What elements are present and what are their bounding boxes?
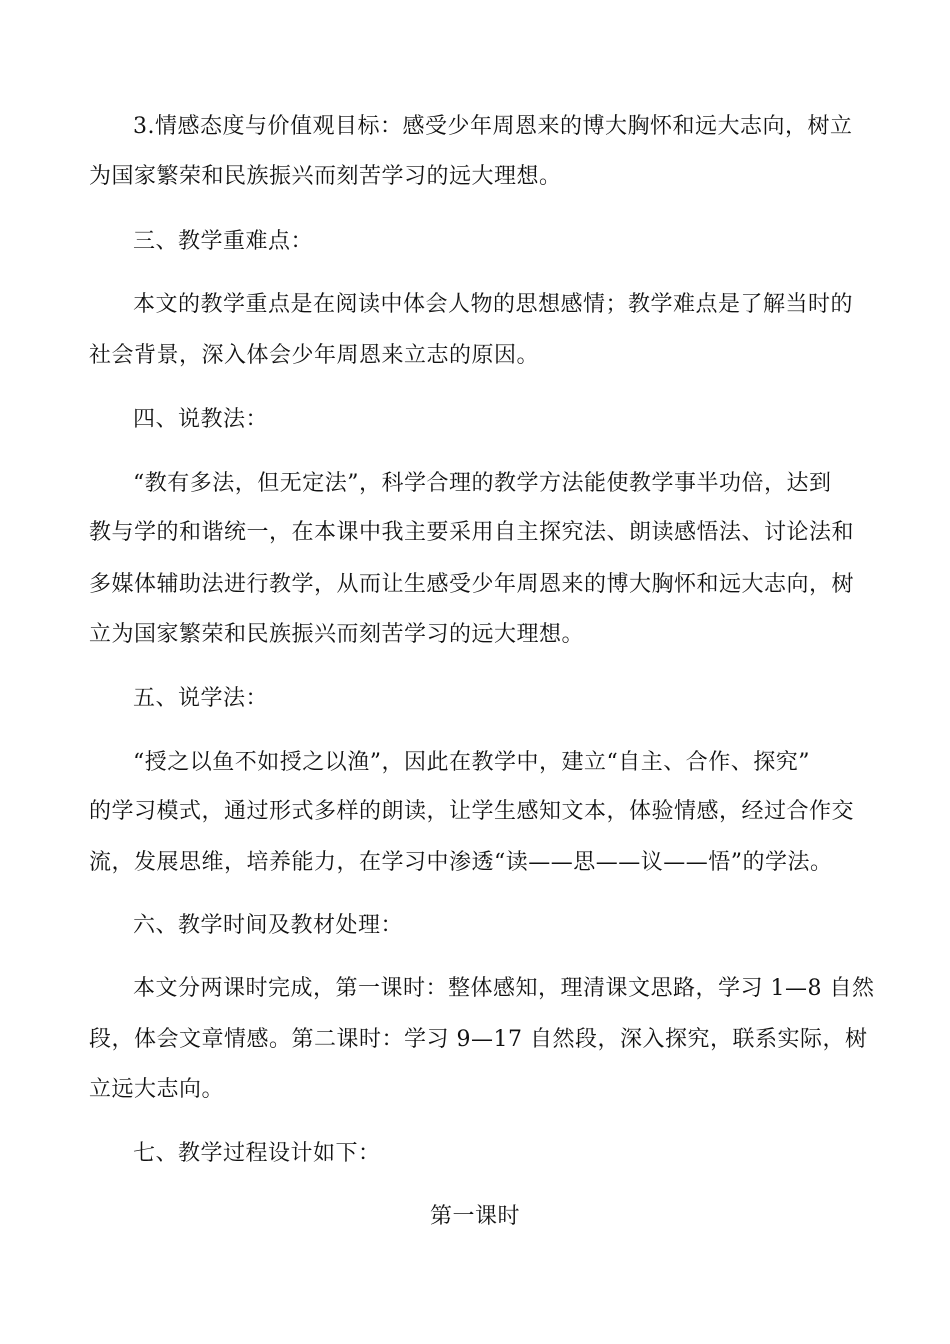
paragraph-4-line-4: 立为国家繁荣和民族振兴而刻苦学习的远大理想。 — [89, 622, 585, 647]
section-heading-7: 七、教学过程设计如下： — [133, 1141, 381, 1166]
lesson-one-title: 第一课时 — [429, 1204, 520, 1229]
paragraph-5-line-3: 流，发展思维，培养能力，在学习中渗透“读——思——议——悟”的学法。 — [89, 850, 833, 875]
paragraph-3-line-1: 本文的教学重点是在阅读中体会人物的思想感情；教学难点是了解当时的 — [133, 292, 854, 317]
paragraph-5-line-2: 的学习模式，通过形式多样的朗读，让学生感知文本，体验情感，经过合作交 — [89, 799, 855, 824]
section-heading-5: 五、说学法： — [133, 686, 269, 711]
section-heading-6: 六、教学时间及教材处理： — [133, 913, 404, 938]
paragraph-4-line-1: “教有多法，但无定法”，科学合理的教学方法能使教学事半功倍，达到 — [133, 471, 832, 496]
section-heading-4: 四、说教法： — [133, 407, 269, 432]
paragraph-5-line-1: “授之以鱼不如授之以渔”，因此在教学中，建立“自主、合作、探究” — [133, 750, 810, 775]
paragraph-6-line-1: 本文分两课时完成，第一课时：整体感知，理清课文思路，学习 1—8 自然 — [133, 976, 875, 1001]
goal3-line-2: 为国家繁荣和民族振兴而刻苦学习的远大理想。 — [89, 164, 562, 189]
goal3-line-1: 3.情感态度与价值观目标：感受少年周恩来的博大胸怀和远大志向，树立 — [133, 114, 853, 139]
paragraph-4-line-3: 多媒体辅助法进行教学，从而让生感受少年周恩来的博大胸怀和远大志向，树 — [89, 572, 855, 597]
paragraph-3-line-2: 社会背景，深入体会少年周恩来立志的原因。 — [89, 343, 540, 368]
paragraph-4-line-2: 教与学的和谐统一，在本课中我主要采用自主探究法、朗读感悟法、讨论法和 — [89, 520, 855, 545]
paragraph-6-line-3: 立远大志向。 — [89, 1077, 225, 1102]
paragraph-6-line-2: 段，体会文章情感。第二课时：学习 9—17 自然段，深入探究，联系实际，树 — [89, 1027, 868, 1052]
section-heading-3: 三、教学重难点： — [133, 229, 314, 254]
